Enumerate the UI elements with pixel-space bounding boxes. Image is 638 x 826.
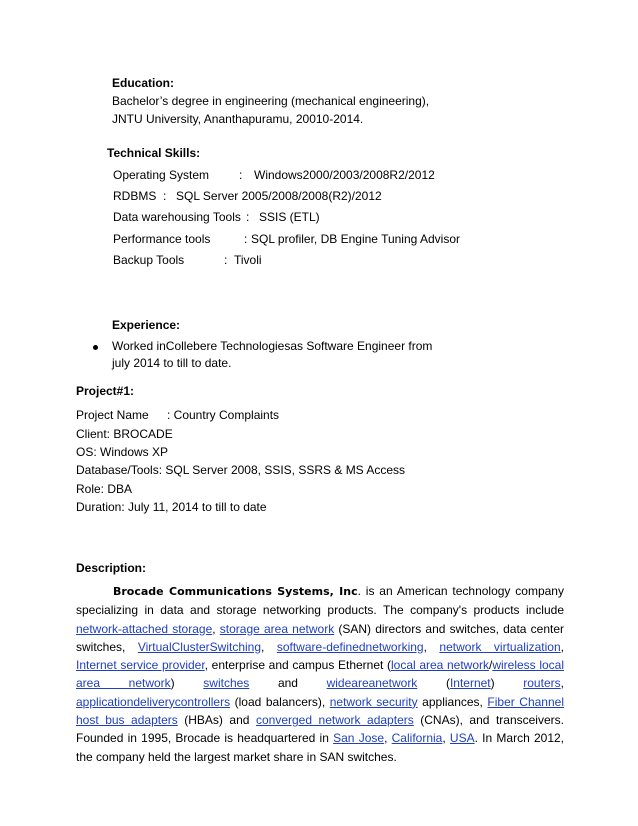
- skill-value: Windows2000/2003/2008R2/2012: [254, 168, 435, 182]
- project-client: Client: BROCADE: [76, 427, 173, 441]
- description-link[interactable]: converged network adapters: [255, 713, 414, 728]
- skill-value: SQL profiler, DB Engine Tuning Advisor: [251, 232, 461, 246]
- description-text: ,: [560, 639, 564, 654]
- description-text: /: [489, 658, 493, 673]
- description-paragraph: [76, 582, 564, 766]
- skill-separator: :: [163, 189, 167, 203]
- description-link[interactable]: network-attached storage: [76, 621, 213, 636]
- description-text: appliances,: [417, 694, 488, 709]
- description-link[interactable]: storage area network: [219, 621, 335, 636]
- description-text: and: [249, 676, 327, 691]
- project-name-label: Project Name: [76, 408, 149, 422]
- technical-skills-heading: Technical Skills:: [107, 146, 201, 160]
- education-heading: Education:: [112, 76, 174, 90]
- experience-heading: Experience:: [112, 318, 181, 332]
- description-link[interactable]: California: [391, 731, 443, 746]
- project-database-tools: Database/Tools: SQL Server 2008, SSIS, SSRS & MS Access: [76, 463, 406, 477]
- description-text: . is an American technology company specializing in data and storage networking products. The company's products include: [76, 584, 564, 618]
- skill-label: Data warehousing Tools: [113, 210, 241, 224]
- description-text: ,: [442, 731, 450, 746]
- description-text: , enterprise and campus Ethernet (: [204, 658, 391, 673]
- description-link[interactable]: VirtualClusterSwitching: [137, 639, 262, 654]
- description-text: ,: [212, 621, 220, 636]
- company-name: Brocade Communications Systems, Inc: [113, 585, 358, 598]
- description-link[interactable]: switches: [203, 676, 250, 691]
- education-line: Bachelor’s degree in engineering (mechanical engineering),: [112, 94, 430, 108]
- project-duration: Duration: July 11, 2014 to till to date: [76, 500, 267, 514]
- description-heading: Description:: [76, 561, 147, 575]
- skill-value: SSIS (ETL): [259, 210, 320, 224]
- skill-separator: :: [246, 210, 250, 224]
- description-text: (: [417, 676, 450, 691]
- description-text: . In March 2012, the company held the largest market share in SAN switches.: [76, 731, 565, 764]
- education-line: JNTU University, Ananthapuramu, 20010-2014.: [112, 112, 364, 126]
- skill-value: SQL Server 2005/2008/2008(R2)/2012: [176, 189, 382, 203]
- skill-label: Operating System: [113, 168, 210, 182]
- description-link[interactable]: applicationdeliverycontrollers: [76, 694, 231, 709]
- description-text: (CNAs), and transceivers. Founded in 1995, Brocade is headquartered in: [76, 713, 564, 746]
- project-heading: Project#1:: [76, 384, 135, 398]
- description-link[interactable]: San Jose: [333, 731, 385, 746]
- skill-label: Backup Tools: [113, 253, 185, 267]
- skill-separator: :: [239, 168, 243, 182]
- description-link[interactable]: network security: [329, 694, 418, 709]
- description-link[interactable]: local area network: [391, 658, 489, 673]
- skill-separator: :: [244, 232, 248, 246]
- description-link[interactable]: host bus adapters: [76, 713, 178, 728]
- description-text: (SAN) directors and switches, data center switches,: [76, 621, 565, 654]
- description-link[interactable]: Fiber Channel: [487, 694, 564, 709]
- description-link[interactable]: wideareanetwork: [326, 676, 418, 691]
- description-text: ,: [384, 731, 392, 746]
- description-text: ,: [261, 639, 277, 654]
- description-link[interactable]: USA: [449, 731, 475, 746]
- description-text: ,: [560, 676, 564, 691]
- project-role: Role: DBA: [76, 482, 133, 496]
- bullet-icon: [93, 345, 98, 350]
- experience-line: july 2014 to till to date.: [112, 356, 232, 370]
- description-text: ): [170, 676, 204, 691]
- skill-separator: :: [224, 253, 228, 267]
- description-link[interactable]: Internet service provider: [76, 658, 205, 673]
- experience-line: Worked inCollebere Technologiesas Software Engineer from: [112, 339, 433, 353]
- project-name-value: : Country Complaints: [167, 408, 280, 422]
- description-link[interactable]: Internet: [449, 676, 491, 691]
- description-link[interactable]: routers: [523, 676, 561, 691]
- description-link[interactable]: wireless local area network: [76, 658, 565, 691]
- skill-value: Tivoli: [234, 253, 262, 267]
- description-text: (HBAs) and: [177, 713, 256, 728]
- description-link[interactable]: software-definednetworking: [276, 639, 424, 654]
- skill-label: RDBMS: [113, 189, 157, 203]
- skill-label: Performance tools: [113, 232, 211, 246]
- project-os: OS: Windows XP: [76, 445, 169, 459]
- description-text: ): [490, 676, 524, 691]
- description-text: (load balancers),: [230, 694, 330, 709]
- description-text: ,: [423, 639, 440, 654]
- description-link[interactable]: network virtualization: [439, 639, 561, 654]
